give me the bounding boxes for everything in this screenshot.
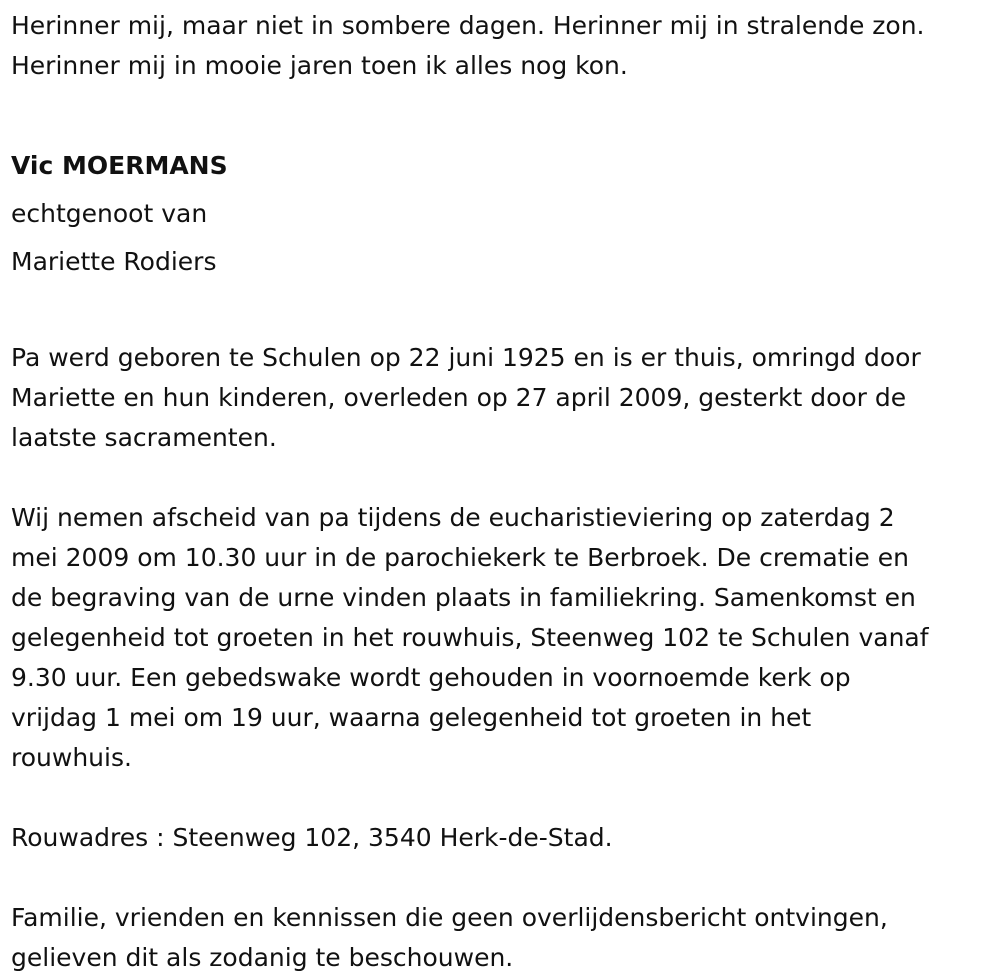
paragraph-line: Wij nemen afscheid van pa tijdens de eucharistieviering op zaterdag 2 xyxy=(11,503,895,532)
paragraph-line: Rouwadres : Steenweg 102, 3540 Herk-de-Stad. xyxy=(11,823,613,852)
deceased-name: Vic MOERMANS xyxy=(11,151,228,180)
poem-line: Herinner mij, maar niet in sombere dagen. Herinner mij in stralende zon. xyxy=(11,11,925,40)
ceremony-paragraph xyxy=(11,498,996,778)
spacer xyxy=(11,458,996,498)
paragraph-line: laatste sacramenten. xyxy=(11,423,277,452)
spouse-name: Mariette Rodiers xyxy=(11,247,217,276)
closing-paragraph xyxy=(11,898,996,978)
paragraph-line: Pa werd geboren te Schulen op 22 juni 1925 en is er thuis, omringd door xyxy=(11,343,921,372)
paragraph-line: 9.30 uur. Een gebedswake wordt gehouden in voornoemde kerk op xyxy=(11,663,851,692)
spacer xyxy=(11,86,996,142)
paragraph-line: gelieven dit als zodanig te beschouwen. xyxy=(11,943,514,972)
deceased-block xyxy=(11,142,996,286)
poem-line: Herinner mij in mooie jaren toen ik alles nog kon. xyxy=(11,51,628,80)
poem xyxy=(11,6,996,86)
spacer xyxy=(11,286,996,338)
address-paragraph xyxy=(11,818,996,858)
spacer xyxy=(11,858,996,898)
paragraph-line: Mariette en hun kinderen, overleden op 27 april 2009, gesterkt door de xyxy=(11,383,907,412)
paragraph-line: vrijdag 1 mei om 19 uur, waarna gelegenheid tot groeten in het xyxy=(11,703,812,732)
paragraph-line: rouwhuis. xyxy=(11,743,132,772)
obituary-text xyxy=(11,6,996,978)
paragraph-line: de begraving van de urne vinden plaats in familiekring. Samenkomst en xyxy=(11,583,916,612)
relation-text: echtgenoot van xyxy=(11,199,208,228)
spacer xyxy=(11,778,996,818)
birth-death-paragraph xyxy=(11,338,996,458)
paragraph-line: mei 2009 om 10.30 uur in de parochiekerk te Berbroek. De crematie en xyxy=(11,543,909,572)
paragraph-line: gelegenheid tot groeten in het rouwhuis, Steenweg 102 te Schulen vanaf xyxy=(11,623,929,652)
paragraph-line: Familie, vrienden en kennissen die geen overlijdensbericht ontvingen, xyxy=(11,903,888,932)
